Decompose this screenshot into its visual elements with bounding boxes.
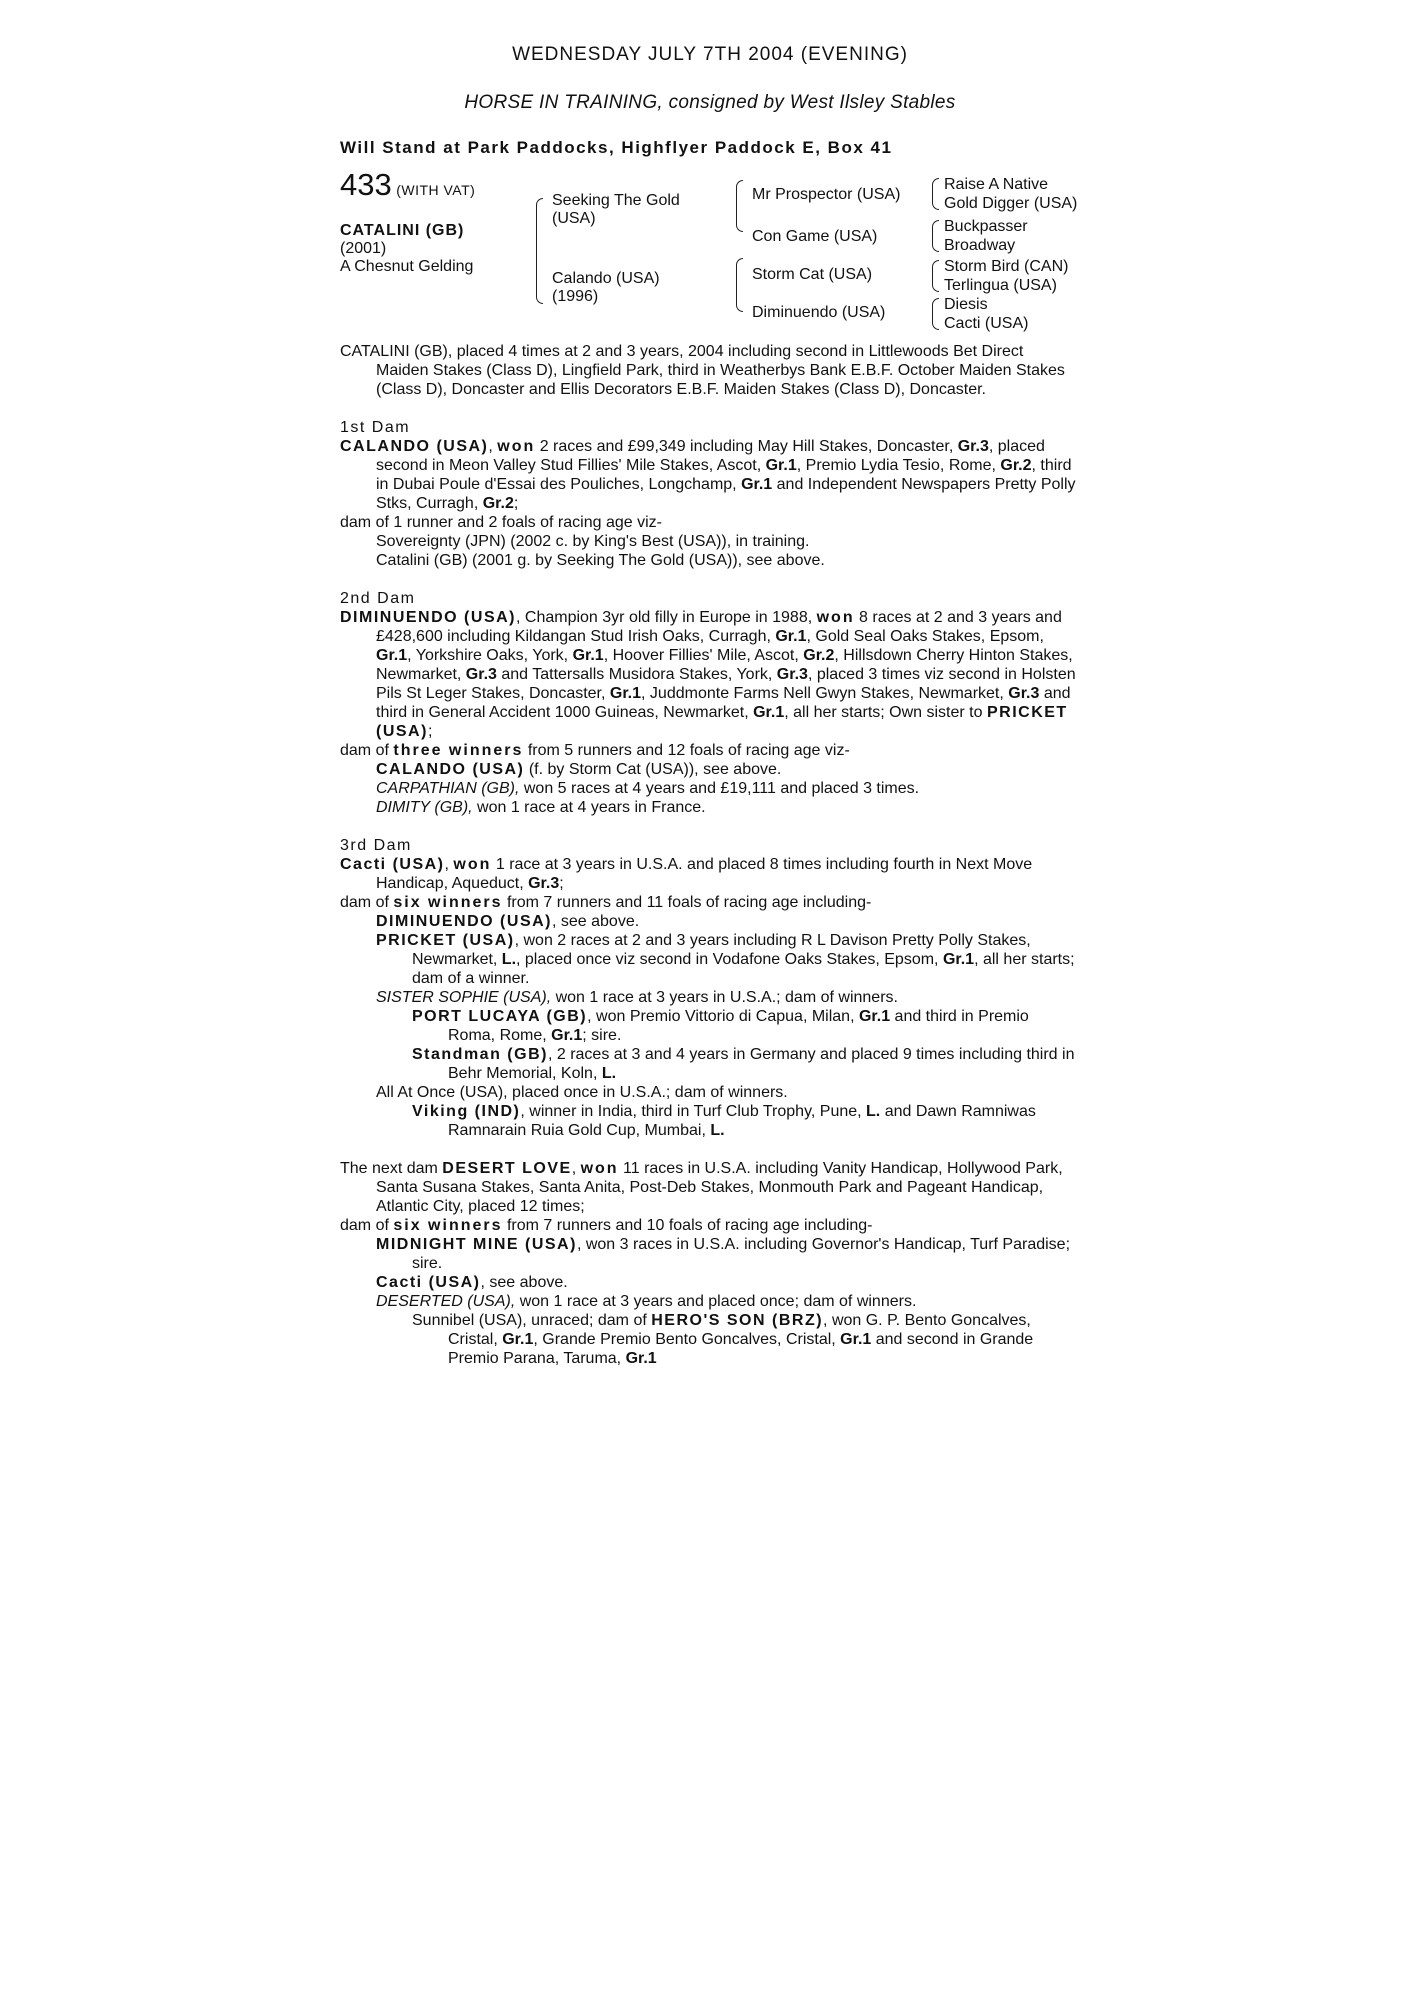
produce-item: Standman (GB), 2 races at 3 and 4 years in Germany and placed 9 times including third in Behr Memorial, Koln, L. — [412, 1046, 1075, 1082]
stand-location: Will Stand at Park Paddocks, Highflyer Paddock E, Box 41 — [340, 138, 893, 157]
brace-g3 — [932, 260, 939, 292]
horse-description: A Chesnut Gelding — [340, 258, 474, 275]
dam-year: (1996) — [552, 288, 599, 305]
next-dam-record: The next dam DESERT LOVE, won 11 races in U.S.A. including Vanity Handicap, Hollywood Park, Santa Susana Stakes, Santa Anita, Post-Deb Stakes, Monmouth Park and Pageant Handicap, Atlantic City, placed 12 times; — [340, 1160, 1063, 1215]
grandparent-6: Terlingua (USA) — [944, 277, 1057, 294]
grandparent-7: Diesis — [944, 296, 988, 313]
produce-item: CARPATHIAN (GB), won 5 races at 4 years and £19,111 and placed 3 times. — [376, 780, 920, 797]
brace-g1 — [932, 178, 939, 210]
brace-dam-line — [736, 258, 743, 312]
vat-note: (WITH VAT) — [396, 182, 476, 198]
second-dam-produce-intro: dam of three winners from 5 runners and 12 foals of racing age viz- — [340, 742, 850, 759]
first-dam-record: CALANDO (USA), won 2 races and £99,349 including May Hill Stakes, Doncaster, Gr.3, placed second in Meon Valley Stud Fillies' Mile Stakes, Ascot, Gr.1, Premio Lydia Tesio, Rome, Gr.2, third in Dubai Poule d'Essai des Pouliches, Longchamp, Gr.1 and Independent Newspapers Pretty Polly Stks, Curragh, Gr.2; — [340, 438, 1076, 512]
first-dam-produce-intro: dam of 1 runner and 2 foals of racing age viz- — [340, 514, 662, 531]
second-dam-record: DIMINUENDO (USA), Champion 3yr old filly in Europe in 1988, won 8 races at 2 and 3 years and £428,600 including Kildangan Stud Irish Oaks, Curragh, Gr.1, Gold Seal Oaks Stakes, Epsom, Gr.1, Yorkshire Oaks, York, Gr.1, Hoover Fillies' Mile, Ascot, Gr.2, Hillsdown Cherry Hinton Stakes, Newmarket, Gr.3 and Tattersalls Musidora Stakes, York, Gr.3, placed 3 times viz second in Holsten Pils St Leger Stakes, Doncaster, Gr.1, Juddmonte Farms Nell Gwyn Stakes, Newmarket, Gr.3 and third in General Accident 1000 Guineas, Newmarket, Gr.1, all her starts; Own sister to PRICKET (USA); — [340, 609, 1076, 740]
produce-item: Cacti (USA), see above. — [376, 1274, 568, 1291]
brace-g4 — [932, 298, 939, 330]
produce-item: DIMINUENDO (USA), see above. — [376, 913, 640, 930]
horse-info — [340, 222, 473, 276]
consignment-line: HORSE IN TRAINING, consigned by West Ilsley Stables — [464, 92, 956, 113]
horse-name: CATALINI (GB) — [340, 222, 465, 239]
next-dam-produce-intro: dam of six winners from 7 runners and 10 foals of racing age including- — [340, 1217, 873, 1234]
lot-header — [340, 167, 476, 202]
catalogue-page — [340, 40, 1080, 1368]
sale-date: WEDNESDAY JULY 7TH 2004 (EVENING) — [512, 44, 908, 65]
pedigree-table — [340, 167, 1080, 336]
produce-item: CALANDO (USA) (f. by Storm Cat (USA)), see above. — [376, 761, 782, 778]
produce-item: MIDNIGHT MINE (USA), won 3 races in U.S.A. including Governor's Handicap, Turf Paradise; sire. — [376, 1236, 1071, 1272]
sire-country: (USA) — [552, 210, 596, 227]
dam-dam: Diminuendo (USA) — [752, 304, 886, 321]
third-dam-produce-intro: dam of six winners from 7 runners and 11 foals of racing age including- — [340, 894, 872, 911]
pedigree-dam — [552, 270, 660, 306]
grandparent-5: Storm Bird (CAN) — [944, 258, 1069, 275]
sire-name: Seeking The Gold — [552, 192, 680, 209]
produce-item: SISTER SOPHIE (USA), won 1 race at 3 years in U.S.A.; dam of winners. — [376, 989, 898, 1006]
produce-item: DESERTED (USA), won 1 race at 3 years and placed once; dam of winners. — [376, 1293, 917, 1310]
brace-g2 — [932, 220, 939, 252]
pedigree-sire — [552, 192, 680, 228]
third-dam-record: Cacti (USA), won 1 race at 3 years in U.S.A. and placed 8 times including fourth in Next Move Handicap, Aqueduct, Gr.3; — [340, 856, 1033, 892]
dam-sire: Storm Cat (USA) — [752, 266, 873, 283]
dam-name: Calando (USA) — [552, 270, 660, 287]
produce-item: Sovereignty (JPN) (2002 c. by King's Best (USA)), in training. — [376, 533, 810, 550]
produce-item: All At Once (USA), placed once in U.S.A.; dam of winners. — [376, 1084, 788, 1101]
produce-item: PRICKET (USA), won 2 races at 2 and 3 years including R L Davison Pretty Polly Stakes, Newmarket, L., placed once viz second in Vodafone Oaks Stakes, Epsom, Gr.1, all her starts; dam of a winner. — [376, 932, 1075, 987]
grandparent-4: Broadway — [944, 237, 1016, 254]
sire-sire: Mr Prospector (USA) — [752, 186, 901, 203]
grandparent-1: Raise A Native — [944, 176, 1049, 193]
brace-sire-dam — [536, 198, 543, 304]
produce-item: DIMITY (GB), won 1 race at 4 years in France. — [376, 799, 706, 816]
first-dam-heading: 1st Dam — [340, 419, 411, 436]
catalogue-body — [340, 342, 1080, 1368]
third-dam-heading: 3rd Dam — [340, 837, 412, 854]
intro-paragraph: CATALINI (GB), placed 4 times at 2 and 3 years, 2004 including second in Littlewoods Bet Direct Maiden Stakes (Class D), Lingfield Park, third in Weatherbys Bank E.B.F. October Maiden Stakes (Class D), Doncaster and Ellis Decorators E.B.F. Maiden Stakes (Class D), Doncaster. — [340, 343, 1065, 398]
grandparent-2: Gold Digger (USA) — [944, 195, 1078, 212]
brace-sire-line — [736, 180, 743, 232]
grandparent-8: Cacti (USA) — [944, 315, 1029, 332]
second-dam-heading: 2nd Dam — [340, 590, 416, 607]
produce-item: Catalini (GB) (2001 g. by Seeking The Gold (USA)), see above. — [376, 552, 825, 569]
produce-item: Sunnibel (USA), unraced; dam of HERO'S SON (BRZ), won G. P. Bento Goncalves, Cristal, Gr.1, Grande Premio Bento Goncalves, Cristal, Gr.1 and second in Grande Premio Parana, Taruma, Gr.1 — [412, 1312, 1034, 1367]
lot-number: 433 — [340, 167, 392, 202]
produce-item: PORT LUCAYA (GB), won Premio Vittorio di Capua, Milan, Gr.1 and third in Premio Roma, Rome, Gr.1; sire. — [412, 1008, 1029, 1044]
grandparent-3: Buckpasser — [944, 218, 1028, 235]
horse-year: (2001) — [340, 240, 387, 257]
produce-item: Viking (IND), winner in India, third in Turf Club Trophy, Pune, L. and Dawn Ramniwas Ramnarain Ruia Gold Cup, Mumbai, L. — [412, 1103, 1036, 1139]
sire-dam: Con Game (USA) — [752, 228, 878, 245]
